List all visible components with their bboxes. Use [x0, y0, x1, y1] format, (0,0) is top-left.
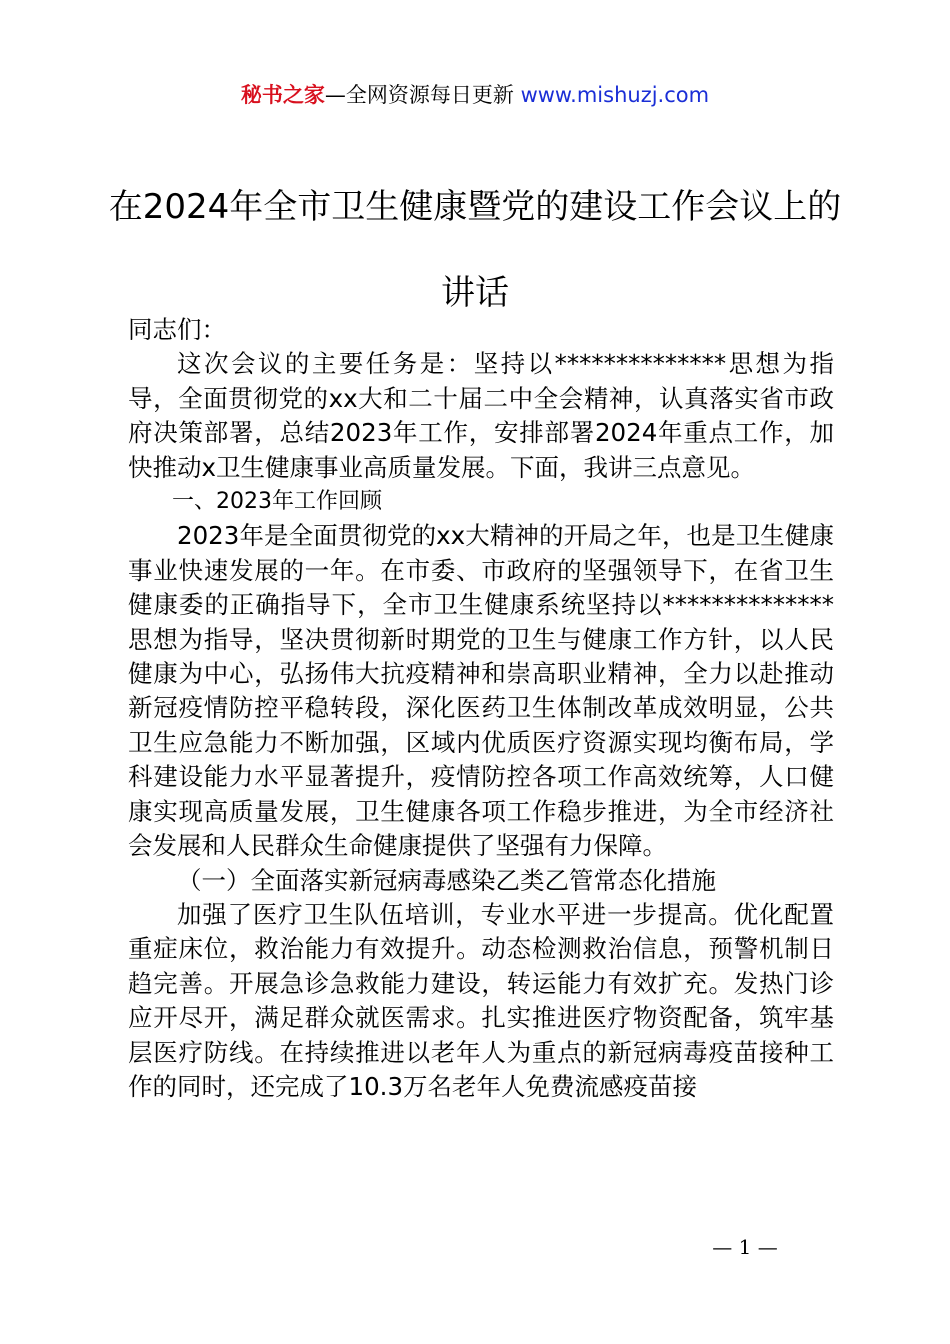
- site-brand: 秘书之家: [240, 83, 325, 107]
- paragraph-intro: 这次会议的主要任务是：坚持以**************思想为指导，全面贯彻党的xx大和二十届二中全会精神，认真落实省市政府决策部署，总结2023年工作，安排部署2024年重点工作，加快推动x卫生健康事业高质量发展。下面，我讲三点意见。: [128, 349, 834, 482]
- paragraph-measures: 加强了医疗卫生队伍培训，专业水平进一步提高。优化配置重症床位，救治能力有效提升。动态检测救治信息，预警机制日趋完善。开展急诊急救能力建设，转运能力有效扩充。发热门诊应开尽开，满足群众就医需求。扎实推进医疗物资配备，筑牢基层医疗防线。在持续推进以老年人为重点的新冠病毒疫苗接种工作的同时，还完成了10.3万名老年人免费流感疫苗接: [128, 899, 834, 1101]
- subsection-heading-1: （一）全面落实新冠病毒感染乙类乙管常态化措施: [177, 865, 716, 895]
- site-slogan: —全网资源每日更新: [324, 83, 521, 107]
- site-url[interactable]: www.mishuzj.com: [520, 83, 710, 107]
- salutation: 同志们：: [128, 315, 226, 344]
- document-body: [128, 313, 834, 1104]
- site-banner: [0, 80, 950, 110]
- page-number: — 1 —: [712, 1235, 778, 1259]
- document-title: 在2024年全市卫生健康暨党的建设工作会议上的讲话: [108, 187, 842, 313]
- section-heading-1: 一、2023年工作回顾: [172, 489, 382, 515]
- paragraph-review: 2023年是全面贯彻党的xx大精神的开局之年，也是卫生健康事业快速发展的一年。在市委、市政府的坚强领导下，在省卫生健康委的正确指导下，全市卫生健康系统坚持以**************思想为指导，坚决贯彻新时期党的卫生与健康工作方针，以人民健康为中心，弘扬伟大抗疫精神和崇高职业精神，全力以赴推动新冠疫情防控平稳转段，深化医药卫生体制改革成效明显，公共卫生应急能力不断加强，区域内优质医疗资源实现均衡布局，学科建设能力水平显著提升，疫情防控各项工作高效统筹，人口健康实现高质量发展，卫生健康各项工作稳步推进，为全市经济社会发展和人民群众生命健康提供了坚强有力保障。: [128, 521, 834, 861]
